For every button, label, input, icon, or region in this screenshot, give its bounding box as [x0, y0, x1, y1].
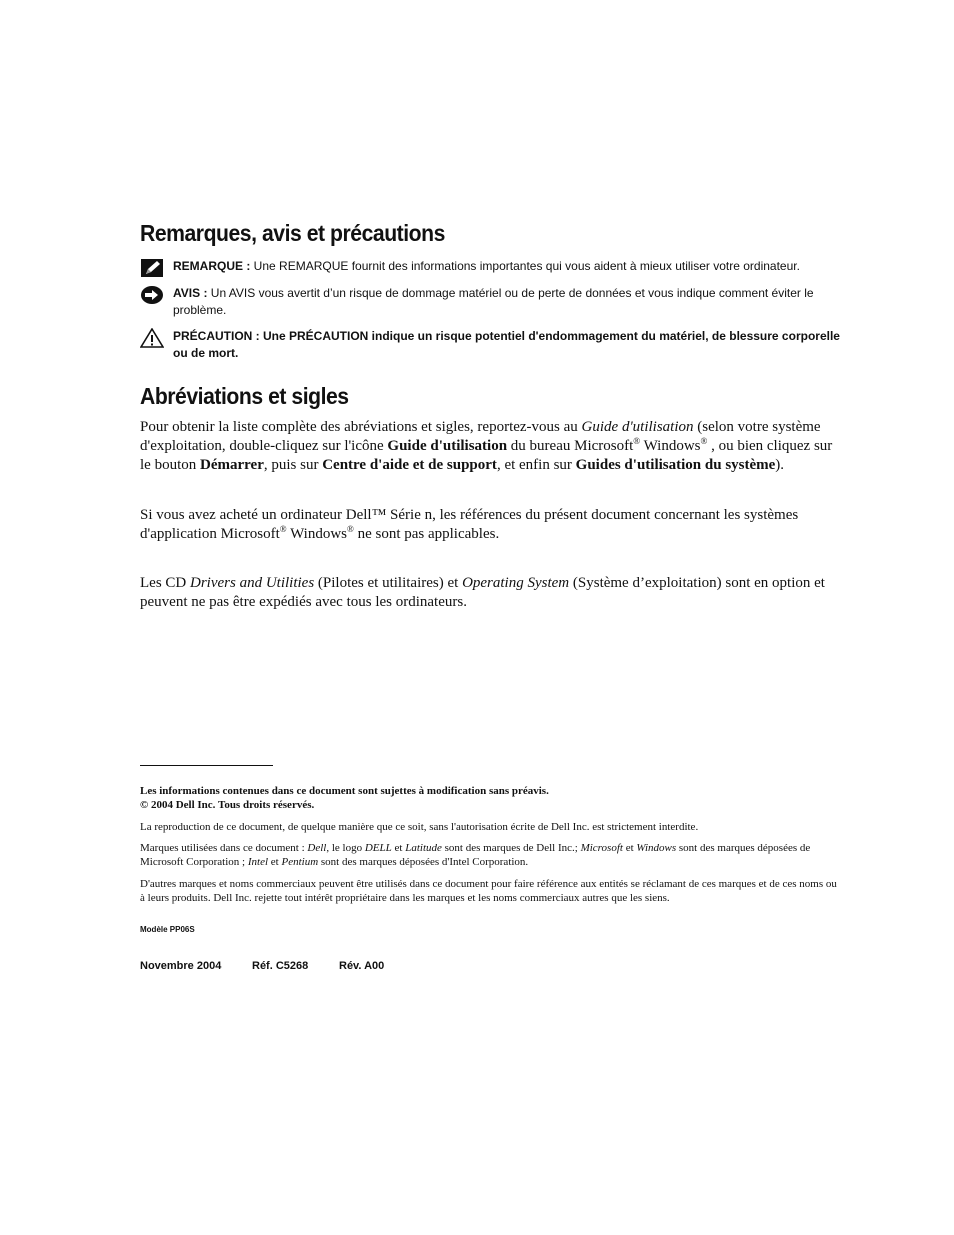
avis-label: AVIS : — [173, 286, 208, 300]
legal-line-copyright: © 2004 Dell Inc. Tous droits réservés. — [140, 799, 315, 811]
text-run: du bureau Microsoft — [507, 438, 634, 454]
text-run-italic: Microsoft — [580, 842, 623, 854]
text-run: et — [391, 842, 406, 854]
text-run: ne sont pas applicables. — [353, 526, 500, 542]
legal-reproduction: La reproduction de ce document, de quelque manière que ce soit, sans l'autorisation écrite de Dell Inc. est strictement interdite. — [140, 821, 699, 833]
text-run-bold: Guides d'utilisation du système — [575, 457, 776, 473]
text-run: , ou bien cliquez sur le bouton — [140, 438, 833, 473]
pencil-note-icon — [140, 258, 164, 278]
registered-mark: ® — [346, 524, 354, 534]
text-run: et — [622, 842, 637, 854]
model-number: Modèle PP06S — [140, 925, 195, 934]
text-run-bold: Centre d'aide et de support — [322, 457, 497, 473]
text-run: et — [268, 856, 282, 868]
text-run-bold: Guide d'utilisation — [387, 438, 508, 454]
text-run-italic: Intel — [247, 856, 269, 868]
text-run: Si vous avez acheté un ordinateur Dell™ Série n, les références du présent document concernant les systèmes d'application Microsoft — [140, 507, 799, 542]
registered-mark: ® — [700, 436, 708, 446]
text-run: Pour obtenir la liste complète des abréviations et sigles, reportez-vous au — [140, 419, 582, 435]
text-run: , puis sur — [263, 457, 323, 473]
text-run: (Système d’exploitation) sont en option et peuvent ne pas être expédiés avec tous les ordinateurs. — [140, 575, 825, 610]
note-avis — [140, 285, 840, 319]
notice-arrow-icon — [140, 285, 164, 305]
section-title-abbreviations: Abréviations et sigles — [140, 383, 349, 409]
text-run-italic: Operating System — [462, 575, 570, 591]
text-run: Windows — [286, 526, 347, 542]
text-run: sont des marques de Dell Inc.; — [441, 842, 581, 854]
footer-date: Novembre 2004 — [140, 960, 222, 972]
footer-info — [140, 960, 384, 972]
note-precaution — [140, 328, 840, 362]
avis-text: Un AVIS vous avertit d’un risque de dommage matériel ou de perte de données et vous indique comment éviter le problème. — [173, 286, 814, 317]
remarque-text: Une REMARQUE fournit des informations importantes qui vous aident à mieux utiliser votre ordinateur. — [250, 259, 800, 273]
text-run-italic: Guide d'utilisation — [581, 419, 694, 435]
text-run-italic: Windows — [636, 842, 677, 854]
text-run: , et enfin sur — [496, 457, 576, 473]
registered-mark: ® — [279, 524, 287, 534]
legal-line-subject-to-change: Les informations contenues dans ce document sont sujettes à modification sans préavis. — [140, 785, 549, 797]
footer-rev: Rév. A00 — [339, 960, 385, 972]
text-run-italic: DELL — [364, 842, 392, 854]
text-run: , le logo — [326, 842, 365, 854]
text-run-italic: Latitude — [405, 842, 442, 854]
text-run: Marques utilisées dans ce document : — [140, 842, 308, 854]
precaution-text: Une PRÉCAUTION indique un risque potentiel d'endommagement du matériel, de blessure corporelle ou de mort. — [173, 329, 840, 360]
legal-notice-bold — [140, 784, 840, 812]
text-run: (selon votre système d'exploitation, double-cliquez sur l'icône — [140, 419, 821, 454]
precaution-label: PRÉCAUTION : — [173, 329, 260, 343]
remarque-label: REMARQUE : — [173, 259, 251, 273]
text-run-bold: Démarrer — [200, 457, 264, 473]
legal-other-marks: D'autres marques et noms commerciaux peuvent être utilisés dans ce document pour faire référence aux entités se réclamant de ces marques et de ces noms ou à leurs produits. Dell Inc. rejette tout intérêt propriétaire dans les marques et les noms commerciaux autres que les siens. — [140, 878, 837, 904]
text-run: (Pilotes et utilitaires) et — [314, 575, 463, 591]
paragraph-dell-n-series — [140, 506, 840, 544]
text-run: ). — [775, 457, 785, 473]
legal-trademarks — [140, 841, 840, 869]
text-run: Windows — [640, 438, 701, 454]
paragraph-cd-options — [140, 574, 840, 612]
warning-triangle-icon — [140, 328, 164, 348]
footer-ref: Réf. C5268 — [252, 960, 309, 972]
paragraph-abbreviations — [140, 418, 840, 475]
registered-mark: ® — [633, 436, 641, 446]
footnote-divider — [140, 765, 273, 766]
text-run-italic: Pentium — [281, 856, 319, 868]
text-run-italic: Dell — [307, 842, 327, 854]
text-run: Les CD — [140, 575, 190, 591]
text-run: sont des marques déposées de Microsoft Corporation ; — [140, 842, 811, 868]
note-remarque — [140, 258, 840, 275]
section-title-notes: Remarques, avis et précautions — [140, 220, 445, 246]
text-run: sont des marques déposées d'Intel Corporation. — [318, 856, 529, 868]
text-run-italic: Drivers and Utilities — [190, 575, 315, 591]
